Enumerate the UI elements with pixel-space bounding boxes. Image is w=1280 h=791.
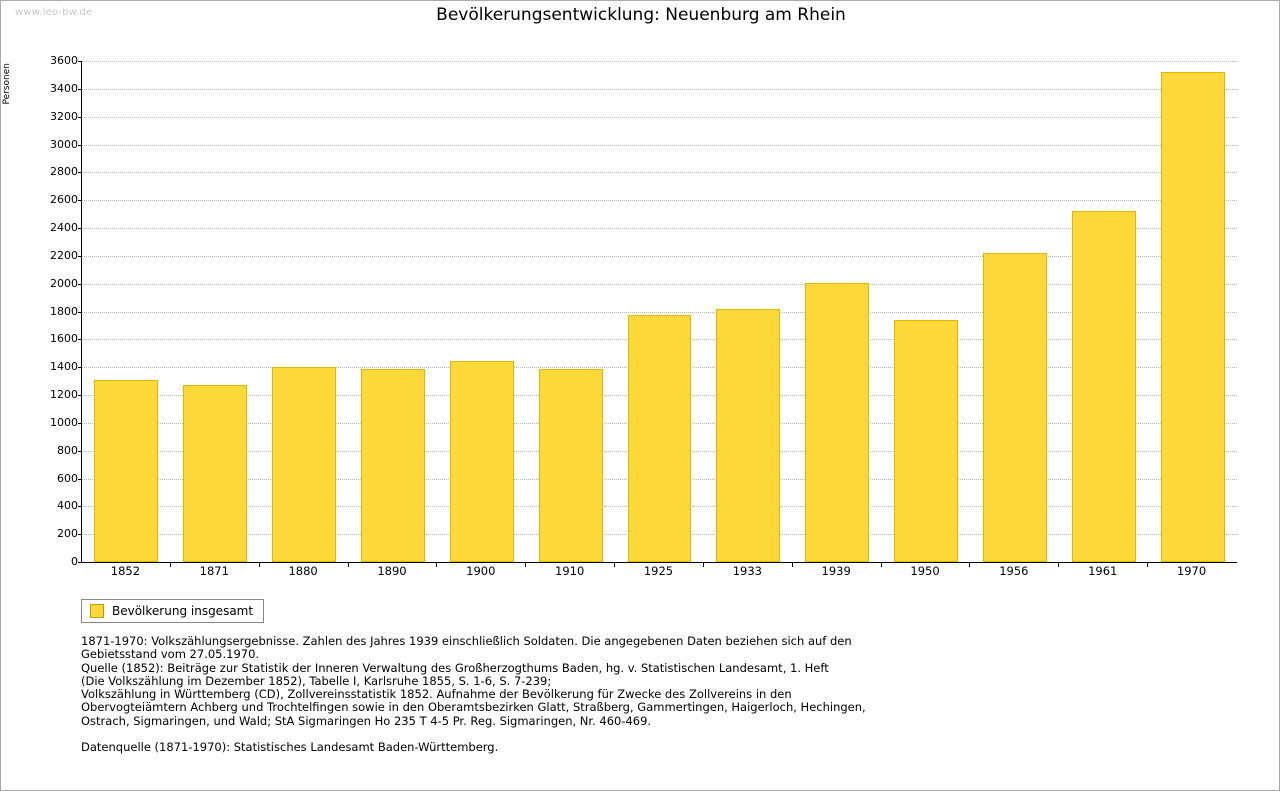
y-tick-label: 2200 xyxy=(50,248,78,262)
x-tick-label: 1939 xyxy=(821,564,851,578)
bar[interactable] xyxy=(716,309,780,562)
bar[interactable] xyxy=(272,367,336,562)
legend-swatch-icon xyxy=(90,604,104,618)
footnote-source: Datenquelle (1871-1970): Statistisches Landesamt Baden-Württemberg. xyxy=(81,740,499,755)
bar[interactable] xyxy=(361,369,425,562)
bar[interactable] xyxy=(450,361,514,562)
y-axis-label: Personen xyxy=(2,63,12,105)
y-tick-label: 3600 xyxy=(50,54,78,67)
x-tick-label: 1970 xyxy=(1176,564,1207,578)
x-tick-mark xyxy=(614,562,615,567)
bar[interactable] xyxy=(894,320,958,562)
y-tick-label: 800 xyxy=(57,443,78,457)
footnote-line: 1871-1970: Volkszählungsergebnisse. Zahlen des Jahres 1939 einschließlich Soldaten. Die angegebenen Daten beziehen sich auf den xyxy=(81,634,852,648)
x-tick-label: 1852 xyxy=(110,564,141,578)
x-tick-mark xyxy=(259,562,260,567)
y-tick-label: 2400 xyxy=(50,221,78,234)
x-tick-label: 1910 xyxy=(555,564,585,578)
bar[interactable] xyxy=(983,253,1047,562)
x-tick-mark xyxy=(703,562,704,567)
footnote-line: Gebietsstand vom 27.05.1970. xyxy=(81,647,260,662)
y-tick-label: 0 xyxy=(71,555,78,568)
chart-title: Bevölkerungsentwicklung: Neuenburg am Rhein xyxy=(436,5,846,25)
x-tick-mark xyxy=(525,562,526,567)
y-tick-label: 3400 xyxy=(50,81,78,95)
y-tick-label: 3000 xyxy=(50,137,78,151)
x-tick-mark xyxy=(436,562,437,567)
x-tick-mark xyxy=(1058,562,1059,567)
y-tick-label: 400 xyxy=(57,499,78,513)
x-axis-labels xyxy=(81,564,1236,586)
y-tick-label: 1000 xyxy=(50,415,78,429)
x-tick-label: 1880 xyxy=(288,564,318,578)
x-tick-mark xyxy=(969,562,970,567)
footnote-line: Obervogteiämtern Achberg und Trochtelfingen sowie in den Oberamtsbezirken Glatt, Straßberg, Gammertingen, Haigerloch, Hechingen, xyxy=(81,700,866,715)
bar[interactable] xyxy=(183,385,247,562)
y-tick-label: 200 xyxy=(57,527,78,541)
x-tick-label: 1890 xyxy=(377,564,407,578)
y-tick-mark xyxy=(78,562,82,563)
x-tick-label: 1871 xyxy=(199,564,229,578)
x-tick-mark xyxy=(881,562,882,567)
x-tick-label: 1950 xyxy=(910,564,940,578)
bar[interactable] xyxy=(805,283,869,562)
watermark: www.leo-bw.de xyxy=(15,7,93,18)
x-tick-label: 1925 xyxy=(643,564,674,578)
bar[interactable] xyxy=(1161,72,1225,562)
x-tick-label: 1933 xyxy=(732,564,762,578)
bar[interactable] xyxy=(1072,211,1136,562)
footnote-line: (Die Volkszählung im Dezember 1852), Tabelle I, Karlsruhe 1855, S. 1-6, S. 7-239; xyxy=(81,673,552,688)
y-tick-label: 1600 xyxy=(50,332,78,346)
footnote-line: Quelle (1852): Beiträge zur Statistik der Inneren Verwaltung des Großherzogthums Baden, hg. v. Statistischen Landesamt, 1. Heft xyxy=(81,660,829,675)
bar[interactable] xyxy=(628,315,692,562)
x-tick-mark xyxy=(1147,562,1148,567)
y-tick-label: 2800 xyxy=(50,165,78,179)
plot-area xyxy=(50,54,1237,568)
footnotes xyxy=(81,635,1201,754)
y-tick-label: 2600 xyxy=(50,193,78,207)
y-tick-label: 3200 xyxy=(50,109,78,123)
y-tick-label: 1800 xyxy=(50,304,78,318)
x-tick-label: 1961 xyxy=(1088,564,1118,578)
x-tick-mark xyxy=(348,562,349,567)
footnote-line: Volkszählung in Württemberg (CD), Zollvereinsstatistik 1852. Aufnahme der Bevölkerung für Zwecke des Zollvereins in den xyxy=(81,687,792,702)
chart-legend xyxy=(81,599,264,623)
bar[interactable] xyxy=(539,369,603,562)
y-tick-label: 2000 xyxy=(50,276,78,290)
x-tick-label: 1900 xyxy=(466,564,496,578)
bar[interactable] xyxy=(94,380,158,562)
legend-label: Bevölkerung insgesamt xyxy=(112,604,254,618)
bars-group xyxy=(82,61,1237,562)
x-tick-label: 1956 xyxy=(999,564,1029,578)
y-tick-label: 1400 xyxy=(50,360,78,374)
y-tick-label: 600 xyxy=(57,471,78,485)
footnote-line: Ostrach, Sigmaringen, und Wald; StA Sigmaringen Ho 235 T 4-5 Pr. Reg. Sigmaringen, Nr. 460-469. xyxy=(81,713,652,728)
x-tick-mark xyxy=(792,562,793,567)
y-tick-label: 1200 xyxy=(50,388,78,401)
x-tick-mark xyxy=(170,562,171,567)
